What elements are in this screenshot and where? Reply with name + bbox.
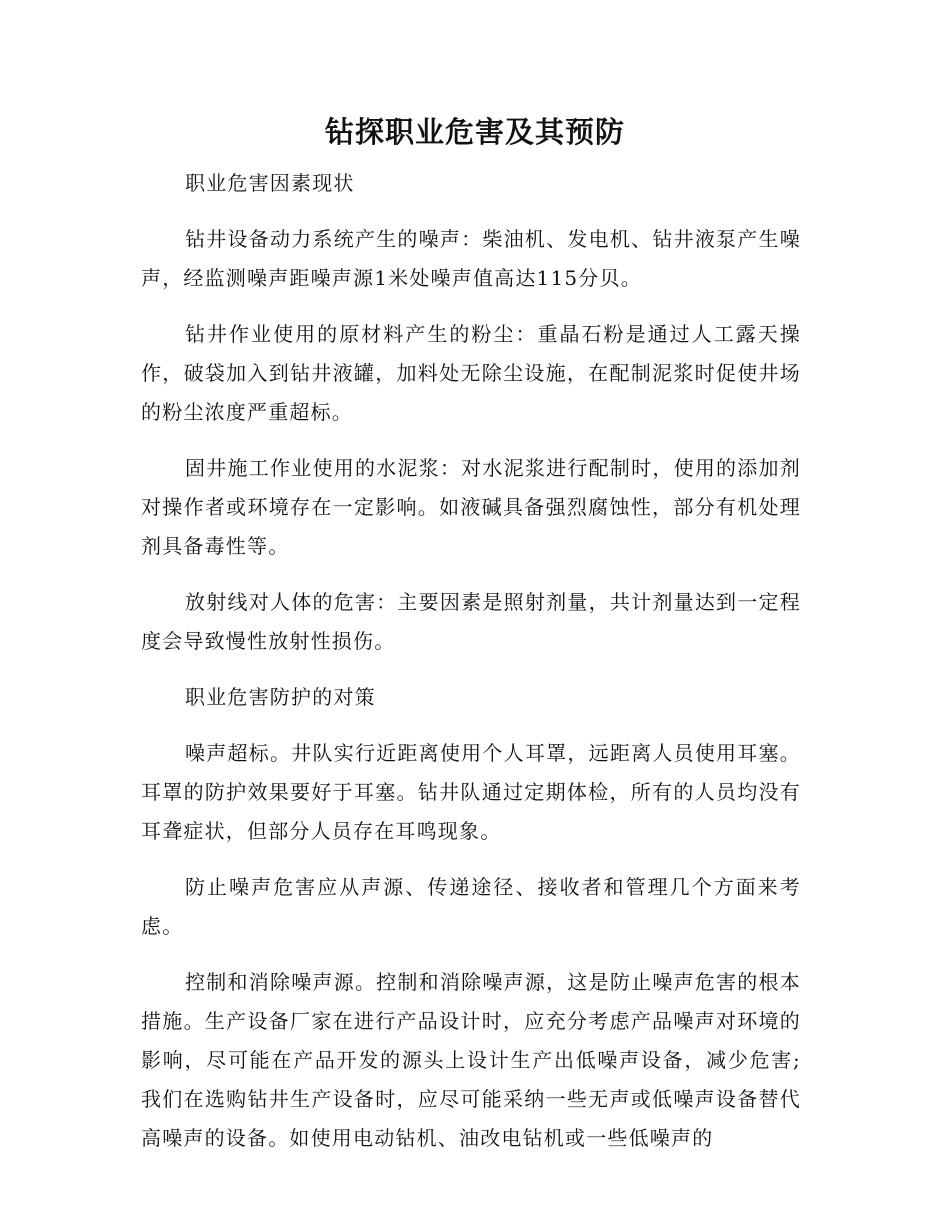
document-body (141, 164, 801, 1175)
paragraph-radiation: 放射线对人体的危害：主要因素是照射剂量，共计剂量达到一定程度会导致慢性放射性损伤。 (141, 590, 801, 653)
paragraph-noise-source-control: 控制和消除噪声源。控制和消除噪声源，这是防止噪声危害的根本措施。生产设备厂家在进行产品设计时，应充分考虑产品噪声对环境的影响，尽可能在产品开发的源头上设计生产出低噪声设备，减少危害;我们在选购钻井生产设备时，应尽可能采纳一些无声或低噪声设备替代高噪声的设备。如使用电动钻机、油改电钻机或一些低噪声的 (141, 970, 801, 1150)
paragraph-cement-slurry: 固井施工作业使用的水泥浆：对水泥浆进行配制时，使用的添加剂对操作者或环境存在一定影响。如液碱具备强烈腐蚀性，部分有机处理剂具备毒性等。 (141, 456, 801, 558)
paragraph-dust-source: 钻井作业使用的原材料产生的粉尘：重晶石粉是通过人工露天操作，破袋加入到钻井液罐，加料处无除尘设施，在配制泥浆时促使井场的粉尘浓度严重超标。 (141, 322, 801, 424)
document-title: 钻探职业危害及其预防 (324, 115, 625, 149)
section-heading-countermeasures: 职业危害防护的对策 (185, 685, 376, 709)
paragraph-noise-protection: 噪声超标。井队实行近距离使用个人耳罩，远距离人员使用耳塞。耳罩的防护效果要好于耳塞。钻井队通过定期体检，所有的人员均没有耳聋症状，但部分人员存在耳鸣现象。 (141, 741, 801, 843)
paragraph-noise-prevention-aspects: 防止噪声危害应从声源、传递途径、接收者和管理几个方面来考虑。 (141, 875, 801, 938)
section-heading-hazard-status: 职业危害因素现状 (185, 171, 355, 195)
paragraph-noise-source: 钻井设备动力系统产生的噪声：柴油机、发电机、钻井液泵产生噪声，经监测噪声距噪声源1米处噪声值高达115分贝。 (141, 227, 801, 290)
